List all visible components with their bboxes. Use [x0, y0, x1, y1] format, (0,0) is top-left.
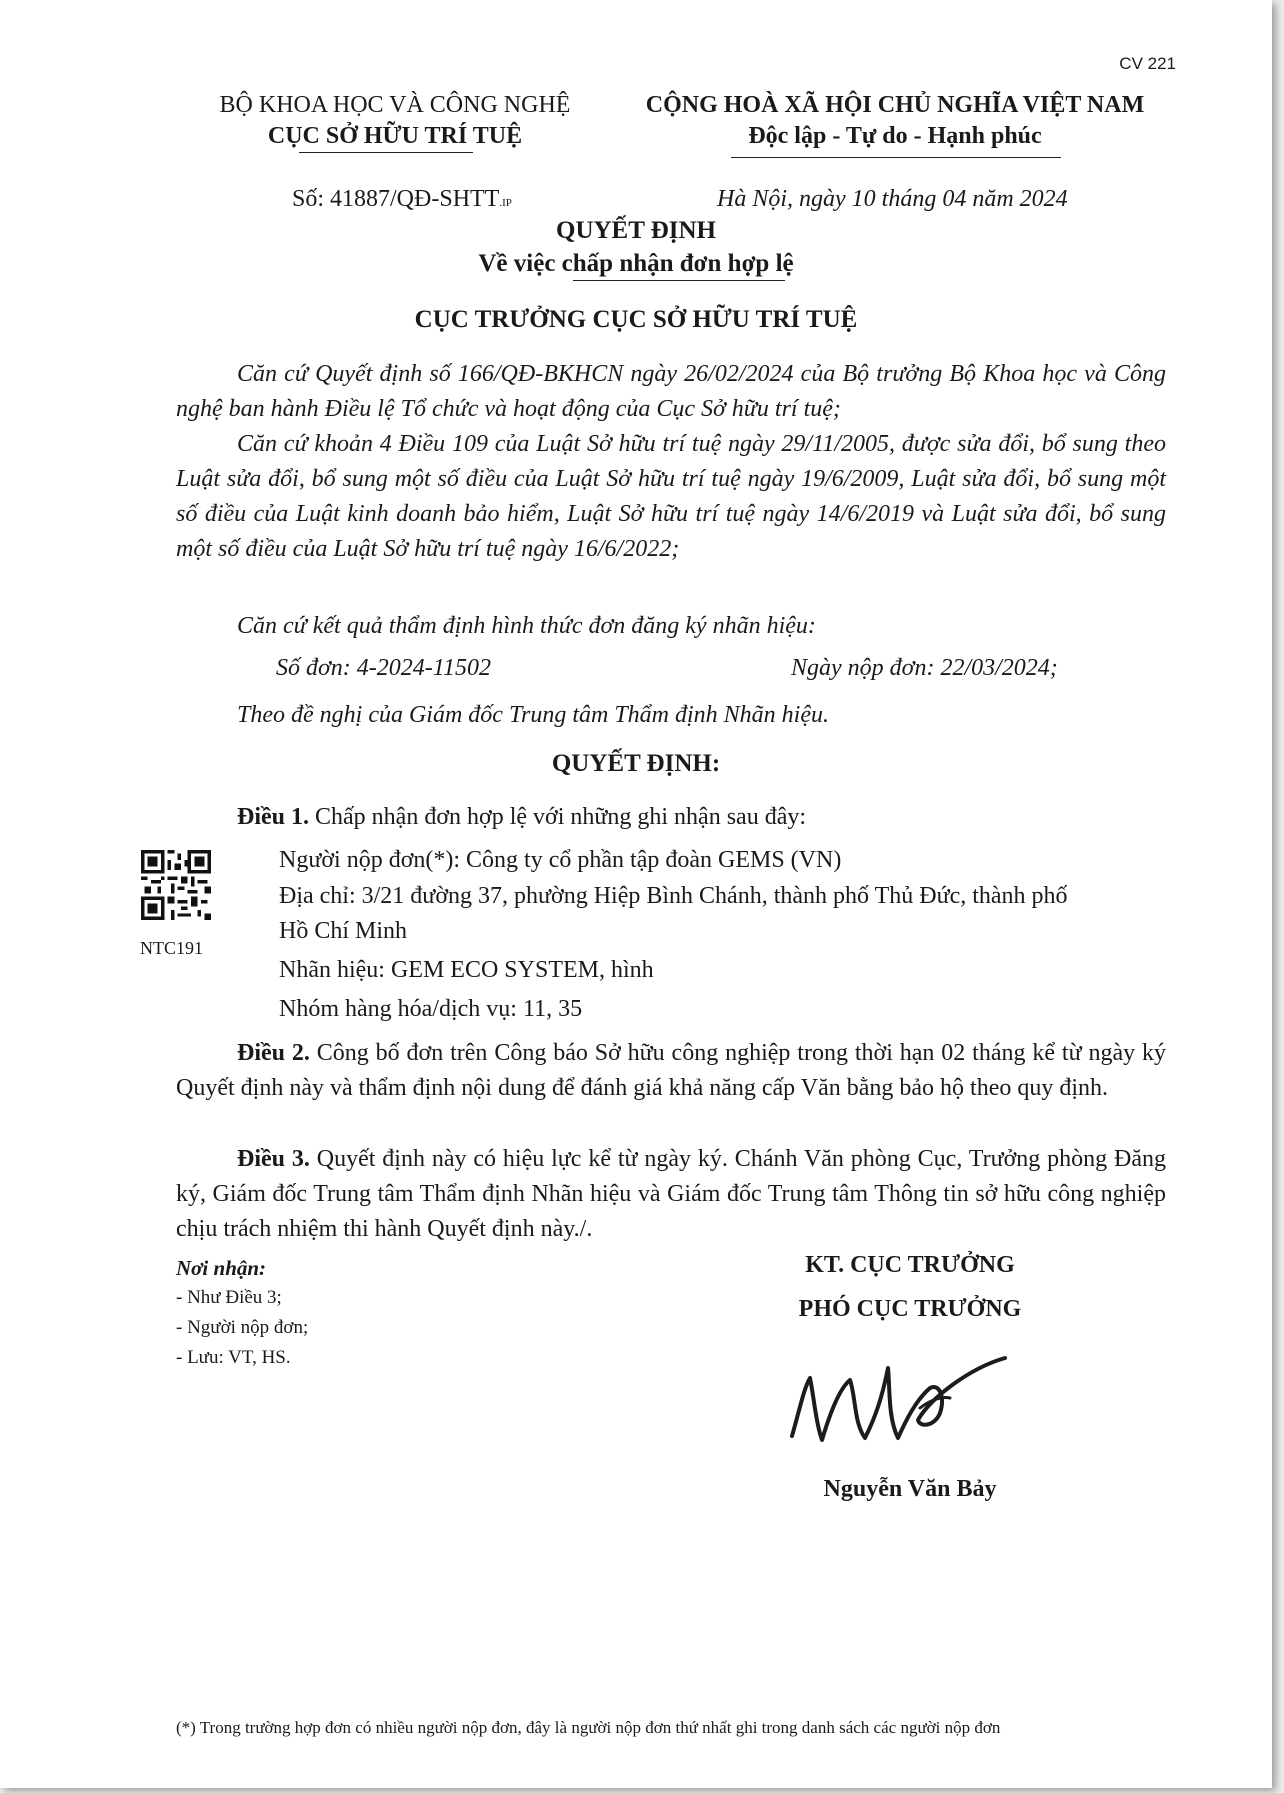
issuing-authority: CỤC TRƯỞNG CỤC SỞ HỮU TRÍ TUỆ: [414, 306, 858, 333]
application-number: Số đơn: 4-2024-11502: [276, 655, 492, 681]
place-date: Hà Nội, ngày 10 tháng 04 năm 2024: [717, 186, 1068, 212]
applicant: Người nộp đơn(*): Công ty cổ phần tập đoàn GEMS (VN): [279, 847, 842, 873]
basis-law: Căn cứ khoản 4 Điều 109 của Luật Sở hữu trí tuệ ngày 29/11/2005, được sửa đổi, bổ sung theo Luật sửa đổi, bổ sung một số điều của Luật Sở hữu trí tuệ ngày 19/6/2009, Luật sửa đổi, bổ sung một số điều của Luật kinh doanh bảo hiểm, Luật Sở hữu trí tuệ ngày 14/6/2019 và Luật sửa đổi, bổ sung một số điều của Luật Sở hữu trí tuệ ngày 16/6/2022;: [176, 431, 1166, 562]
document-subtitle: Về việc chấp nhận đơn hợp lệ: [478, 250, 794, 277]
article-1-label: Điều 1.: [237, 804, 309, 830]
trademark: Nhãn hiệu: GEM ECO SYSTEM, hình: [279, 957, 654, 983]
recipients-block: [176, 1253, 308, 1373]
basis-examination: Căn cứ kết quả thẩm định hình thức đơn đăng ký nhãn hiệu:: [237, 613, 816, 639]
recipient-item: - Lưu: VT, HS.: [176, 1347, 291, 1368]
signer-title-2: PHÓ CỤC TRƯỞNG: [798, 1296, 1022, 1322]
address-line-2: Hồ Chí Minh: [279, 918, 408, 944]
motto-underline: [731, 157, 1061, 158]
filing-date: Ngày nộp đơn: 22/03/2024;: [791, 655, 1058, 681]
agency-name: CỤC SỞ HỮU TRÍ TUỆ: [267, 123, 523, 149]
article-2-text: Công bố đơn trên Công báo Sở hữu công nghiệp trong thời hạn 02 tháng kể từ ngày ký Quyết định này và thẩm định nội dung để đánh giá khả năng cấp Văn bằng bảo hộ theo quy định.: [176, 1040, 1166, 1101]
subtitle-underline: [573, 280, 785, 281]
decision-heading: QUYẾT ĐỊNH:: [551, 750, 721, 777]
footnote: (*) Trong trường hợp đơn có nhiều người nộp đơn, đây là người nộp đơn thứ nhất ghi trong danh sách các người nộp đơn: [176, 1718, 1001, 1737]
signature: [770, 1328, 1020, 1478]
document-code: CV 221: [1119, 54, 1176, 73]
article-1-text: Chấp nhận đơn hợp lệ với những ghi nhận sau đây:: [309, 804, 807, 830]
recipient-item: - Như Điều 3;: [176, 1287, 282, 1308]
signer-name: Nguyễn Văn Bảy: [823, 1476, 997, 1502]
recipient-item: - Người nộp đơn;: [176, 1317, 309, 1338]
article-1: [176, 800, 1166, 835]
article-3-text: Quyết định này có hiệu lực kể từ ngày ký. Chánh Văn phòng Cục, Trưởng phòng Đăng ký, Giám đốc Trung tâm Thẩm định Nhãn hiệu và Giám đốc Trung tâm Thông tin sở hữu công nghiệp chịu trách nhiệm thi hành Quyết định này./.: [176, 1146, 1167, 1242]
agency-underline: [299, 152, 473, 153]
document-number-suffix: .IP: [499, 197, 512, 209]
country-name: CỘNG HOÀ XÃ HỘI CHỦ NGHĨA VIỆT NAM: [645, 92, 1145, 118]
document-title: QUYẾT ĐỊNH: [556, 217, 716, 244]
goods-services-classes: Nhóm hàng hóa/dịch vụ: 11, 35: [279, 996, 583, 1022]
proposal-basis: Theo đề nghị của Giám đốc Trung tâm Thẩm định Nhãn hiệu.: [237, 702, 829, 728]
qr-code: [141, 850, 211, 920]
document-number-text: Số: 41887/QĐ-SHTT: [292, 186, 500, 212]
basis-decision: Căn cứ Quyết định số 166/QĐ-BKHCN ngày 26/02/2024 của Bộ trưởng Bộ Khoa học và Công nghệ ban hành Điều lệ Tổ chức và hoạt động của Cục Sở hữu trí tuệ;: [176, 361, 1166, 422]
article-2: [176, 1036, 1166, 1106]
article-3-label: Điều 3.: [237, 1146, 310, 1172]
signer-title-1: KT. CỤC TRƯỞNG: [805, 1252, 1015, 1278]
national-motto: Độc lập - Tự do - Hạnh phúc: [748, 123, 1042, 149]
article-2-label: Điều 2.: [237, 1040, 310, 1066]
address-line-1: Địa chỉ: 3/21 đường 37, phường Hiệp Bình Chánh, thành phố Thủ Đức, thành phố: [279, 883, 1068, 909]
ministry-name: BỘ KHOA HỌC VÀ CÔNG NGHỆ: [219, 92, 571, 118]
qr-code-label: NTC191: [140, 938, 203, 958]
document-number: [292, 186, 512, 213]
article-3: [176, 1142, 1166, 1247]
recipients-heading: Nơi nhận:: [176, 1256, 267, 1280]
